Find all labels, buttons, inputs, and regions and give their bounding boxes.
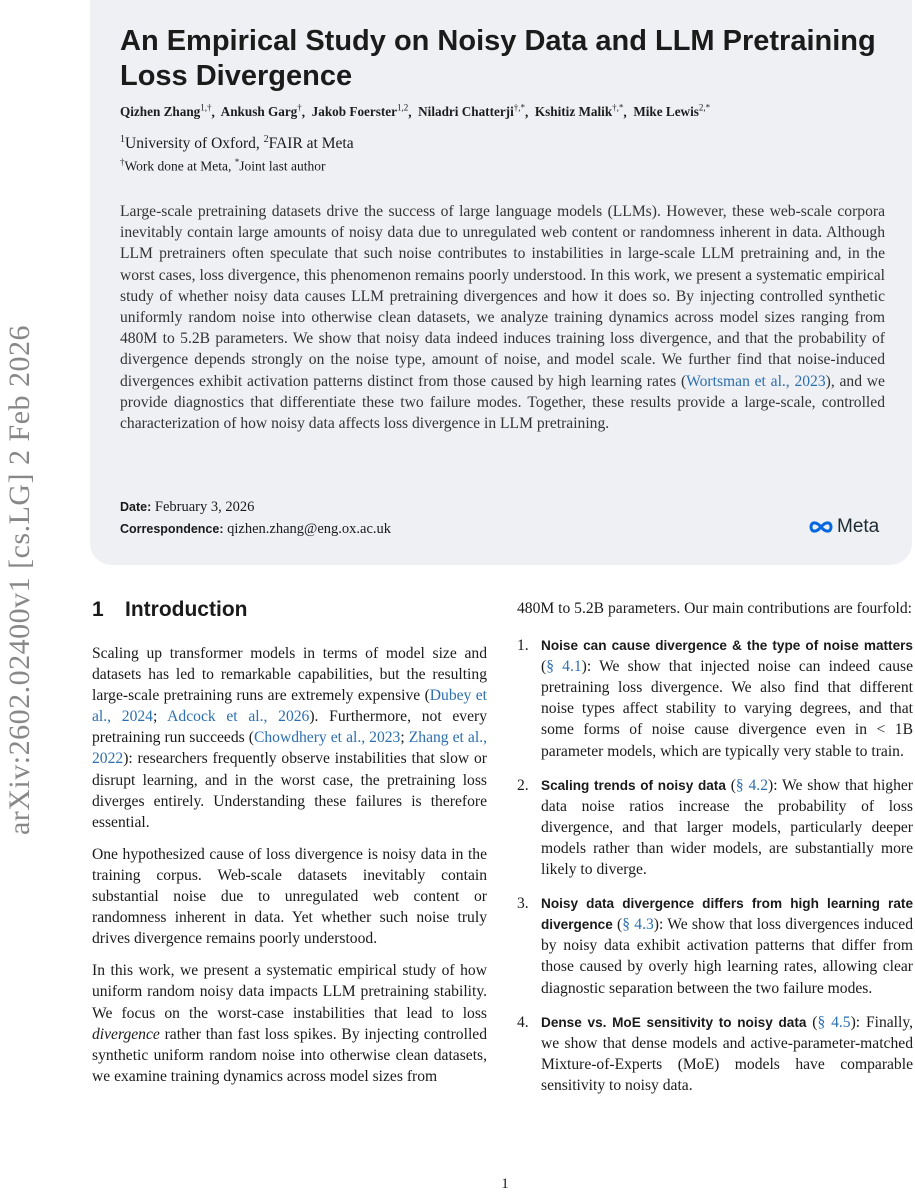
arxiv-sidebar-stamp xyxy=(0,280,40,880)
page-number: 1 xyxy=(501,1176,509,1192)
citation-link[interactable]: Dubey et al., 2024 xyxy=(92,687,487,726)
arxiv-id: arXiv:2602.02400v1 [cs.LG] 2 Feb 2026 xyxy=(3,324,36,836)
meta-logo xyxy=(808,516,879,538)
left-column xyxy=(92,643,487,1098)
author: Mike Lewis$^{2,*}$ xyxy=(633,103,711,120)
section-ref-link[interactable]: § 4.1 xyxy=(546,658,582,676)
section-ref-link[interactable]: § 4.2 xyxy=(735,776,768,794)
intro-paragraph-3: In this work, we present a systematic empirical study of how uniform random noisy data impacts LLM pretraining stability. We focus on the worst-case instabilities that lead to loss divergence rather than fast loss spikes. By injecting controlled synthetic uniform random noise into otherwise clean datasets, we examine training dynamics across model sizes from xyxy=(92,962,487,1085)
correspondence-line: Correspondence: qizhen.zhang@eng.ox.ac.uk xyxy=(120,521,392,537)
author: Kshitiz Malik†,* xyxy=(534,103,624,120)
contributions-list xyxy=(517,635,913,1096)
citation-link[interactable]: Adcock et al., 2026 xyxy=(167,708,310,726)
date-line: Date: February 3, 2026 xyxy=(120,499,255,515)
citation-link[interactable]: Chowdhery et al., 2023 xyxy=(253,729,401,747)
intro-paragraph-3-continued: 480M to 5.2B parameters. Our main contributions are fourfold: xyxy=(517,600,912,617)
author: Qizhen Zhang$^{1,\dagger}$ xyxy=(120,103,212,120)
abstract: Large-scale pretraining datasets drive the success of large language models (LLMs). However, these web-scale corpora inevitably contain large amounts of noisy data due to unregulated web content or randomness inherent in data. Although LLM pretrainers often speculate that such noise contributes to instabilities in large-scale LLM pretraining and, in the worst cases, loss divergence, this phenomenon remains poorly understood. In this work, we present a systematic empirical study of whether noisy data causes LLM pretraining divergences and how it does so. By injecting controlled synthetic uniformly random noise into otherwise clean datasets, we analyze training dynamics across model sizes ranging from 480M to 5.2B parameters. We show that noisy data indeed induces training loss divergence, and that the probability of divergence depends strongly on the noise type, amount of noise, and model scale. We further find that noise-induced divergences exhibit activation patterns distinct from those caused by high learning rates (Wortsman et al., 2023), and we provide diagnostics that differentiate these two failure modes. Together, these results provide a large-scale, controlled characterization of how noisy data affects loss divergence in LLM pretraining. xyxy=(120,203,885,433)
affiliations: $^1$University of Oxford, $^2$FAIR at Meta xyxy=(120,134,354,153)
right-column xyxy=(517,598,913,1109)
section-ref-link[interactable]: § 4.5 xyxy=(817,1013,851,1031)
citation-link[interactable]: Zhang et al., 2022 xyxy=(92,729,487,768)
author: Niladri Chatterji†,* xyxy=(418,103,525,120)
contribution-item: 1. Noise can cause divergence & the type of noise matters (§ 4.1): We show that injected noise can indeed cause pretraining loss divergence. We also find that different noise types affect stability to varying degrees, and that some forms of noise cause divergence even in < 1B parameter models, which are typically very stable to train. xyxy=(517,637,913,760)
author-list: Qizhen Zhang$^{1,\dagger}$, Ankush Garg†, Jakob Foerster$^{1,2}$, Niladri Chatterji†,*, Kshitiz Malik†,*, Mike Lewis$^{2,*}$ xyxy=(120,103,711,120)
paper-title: An Empirical Study on Noisy Data and LLM Pretraining Loss Divergence xyxy=(120,25,876,92)
section-heading: 1 Introduction xyxy=(92,598,248,621)
contribution-item: 2. Scaling trends of noisy data (§ 4.2): We show that higher data noise ratios increase the probability of loss divergence, and that larger models, particularly deeper models rather than wider models, are substantially more likely to diverge. xyxy=(517,776,913,879)
contribution-item: 3. Noisy data divergence differs from high learning rate divergence (§ 4.3): We show that loss divergences induced by noisy data exhibit activation patterns that differ from those caused by overly high learning rates, allowing clear diagnostic separation between the two failure modes. xyxy=(517,895,914,997)
intro-paragraph-1: Scaling up transformer models in terms of model size and datasets has led to remarkable capabilities, but the resulting large-scale pretraining runs are extremely expensive (Dubey et al., 2024; Adcock et al., 2026). Furthermore, not every pretraining run succeeds (Chowdhery et al., 2023; Zhang et al., 2022): researchers frequently observe instabilities that slow or disrupt learning, and in the worst case, the pretraining loss diverges entirely. Understanding these failures is therefore essential. xyxy=(92,645,488,831)
meta-logo-text: Meta xyxy=(837,516,880,537)
contribution-item: 4. Dense vs. MoE sensitivity to noisy data (§ 4.5): Finally, we show that dense models and active-parameter-matched Mixture-of-Experts (MoE) models have comparable sensitivity to noisy data. xyxy=(517,1013,914,1094)
citation-link[interactable]: Wortsman et al., 2023 xyxy=(686,372,826,390)
author-notes: †Work done at Meta, *Joint last author xyxy=(120,157,326,174)
author: Jakob Foerster$^{1,2}$ xyxy=(311,103,409,120)
email-link[interactable]: qizhen.zhang@eng.ox.ac.uk xyxy=(227,521,392,537)
author: Ankush Garg† xyxy=(220,103,302,120)
intro-paragraph-2: One hypothesized cause of loss divergence is noisy data in the training corpus. Web-scale datasets inevitably contain substantial noise due to unregulated web content or randomness inherent in data. Yet whether such noise truly drives divergence remains poorly understood. xyxy=(92,845,487,948)
meta-infinity-icon xyxy=(808,519,834,535)
section-ref-link[interactable]: § 4.3 xyxy=(622,916,654,934)
